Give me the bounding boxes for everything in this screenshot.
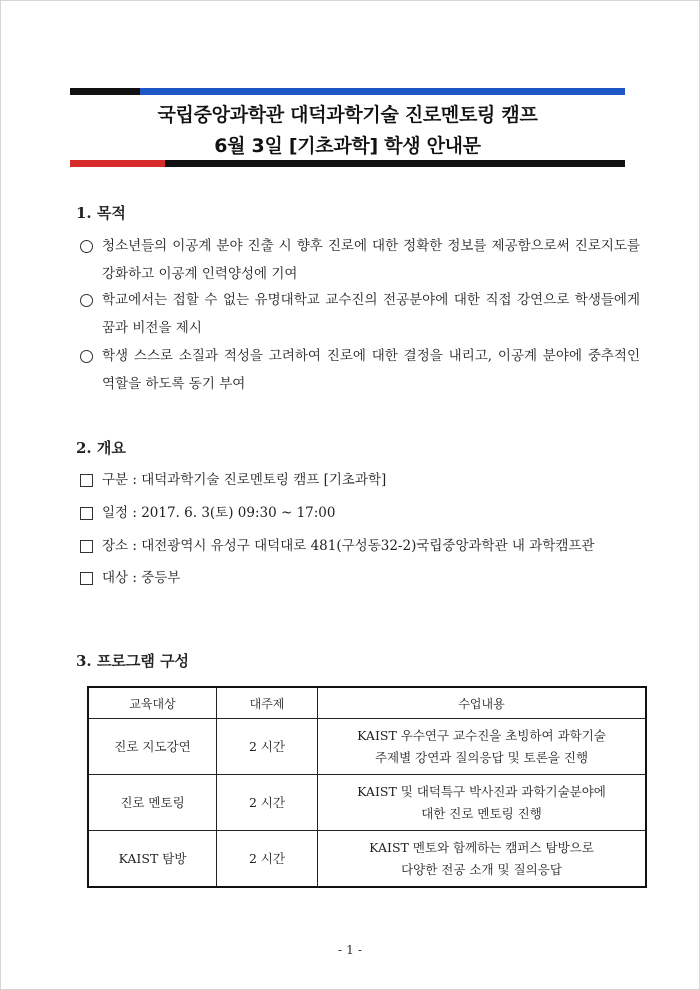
- title-bar-top-blue: [140, 88, 625, 95]
- circle-bullet-icon: [80, 350, 93, 363]
- overview-item-location: [80, 532, 640, 560]
- overview-item-text: 대상 : 중등부: [102, 570, 181, 586]
- document-title: 국립중앙과학관 대덕과학기술 진로멘토링 캠프: [157, 104, 538, 126]
- content-line: 다양한 전공 소개 및 질의응답: [401, 861, 562, 877]
- table-row: [88, 719, 646, 775]
- title-bar-top-black: [70, 88, 140, 95]
- purpose-item: [80, 342, 640, 398]
- content-line: KAIST 및 대덕특구 박사진과 과학기술분야에: [357, 783, 606, 799]
- table-cell-target: 진로 멘토링: [88, 775, 217, 831]
- content-line: KAIST 멘토와 함께하는 캠퍼스 탐방으로: [369, 839, 594, 855]
- table-row: [88, 831, 646, 888]
- table-row: [88, 775, 646, 831]
- table-cell-content: [318, 775, 647, 831]
- purpose-item-text: 청소년들의 이공계 분야 진출 시 향후 진로에 대한 정확한 정보를 제공함으로써 진로지도를 강화하고 이공계 인력양성에 기여: [102, 238, 640, 282]
- purpose-item-text: 학생 스스로 소질과 적성을 고려하여 진로에 대한 결정을 내리고, 이공계 분야에 중추적인 역할을 하도록 동기 부여: [102, 348, 640, 392]
- section-heading-purpose: 1. 목적: [76, 204, 126, 222]
- square-bullet-icon: [80, 572, 93, 585]
- circle-bullet-icon: [80, 294, 93, 307]
- table-cell-time: 2 시간: [217, 719, 318, 775]
- table-header-content: 수업내용: [318, 687, 647, 719]
- overview-item-text: 일정 : 2017. 6. 3(토) 09:30 ~ 17:00: [102, 505, 336, 521]
- title-bar-bottom-red: [70, 160, 165, 167]
- square-bullet-icon: [80, 507, 93, 520]
- table-cell-time: 2 시간: [217, 831, 318, 888]
- table-header-target: 교육대상: [88, 687, 217, 719]
- purpose-item: [80, 232, 640, 288]
- table-cell-target: 진로 지도강연: [88, 719, 217, 775]
- table-header-row: [88, 687, 646, 719]
- table-cell-content: [318, 831, 647, 888]
- overview-item-category: [80, 466, 640, 494]
- purpose-item-text: 학교에서는 접할 수 없는 유명대학교 교수진의 전공분야에 대한 직접 강연으로 학생들에게 꿈과 비전을 제시: [102, 292, 640, 336]
- content-line: KAIST 우수연구 교수진을 초빙하여 과학기술: [357, 727, 606, 743]
- purpose-item: [80, 286, 640, 342]
- title-bar-bottom-black: [165, 160, 625, 167]
- circle-bullet-icon: [80, 240, 93, 253]
- section-heading-overview: 2. 개요: [76, 439, 126, 457]
- table-cell-content: [318, 719, 647, 775]
- content-line: 주제별 강연과 질의응답 및 토론을 진행: [374, 749, 589, 765]
- table-header-topic: 대주제: [217, 687, 318, 719]
- section-heading-program: 3. 프로그램 구성: [76, 652, 190, 670]
- document-subtitle: 6월 3일 [기초과학] 학생 안내문: [214, 135, 481, 157]
- page-number: - 1 -: [337, 942, 363, 957]
- overview-item-schedule: [80, 499, 640, 527]
- table-cell-time: 2 시간: [217, 775, 318, 831]
- content-line: 대한 진로 멘토링 진행: [421, 805, 542, 821]
- table-cell-target: KAIST 탐방: [88, 831, 217, 888]
- overview-item-text: 장소 : 대전광역시 유성구 대덕대로 481(구성동32-2)국립중앙과학관 내 과학캠프관: [102, 538, 595, 554]
- overview-item-text: 구분 : 대덕과학기술 진로멘토링 캠프 [기초과학]: [102, 472, 387, 488]
- overview-item-target: [80, 564, 640, 592]
- square-bullet-icon: [80, 474, 93, 487]
- program-table: [87, 686, 647, 888]
- square-bullet-icon: [80, 540, 93, 553]
